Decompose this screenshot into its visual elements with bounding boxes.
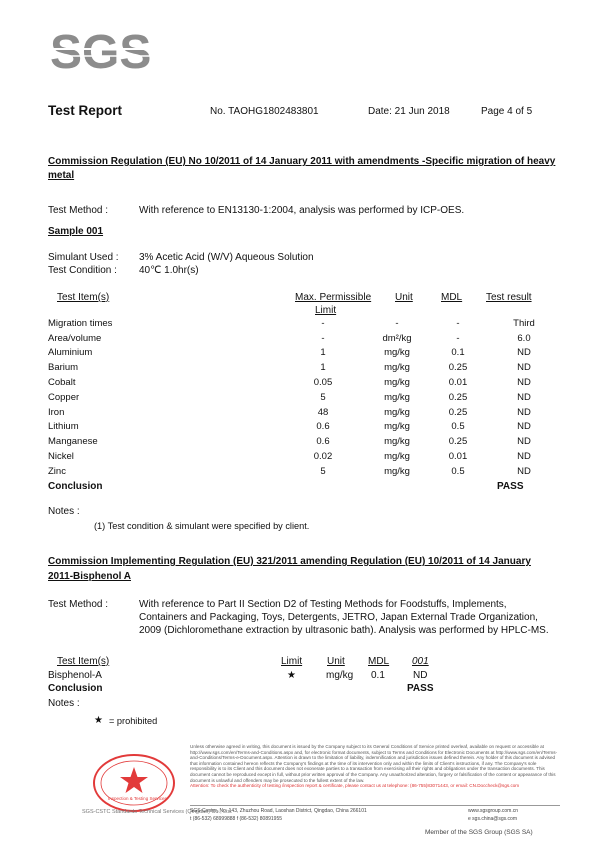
cell-result: ND (517, 421, 531, 433)
sample-title: Sample 001 (48, 226, 104, 237)
section1-method-label: Test Method : (48, 205, 109, 216)
company-seal (90, 752, 178, 814)
svg-text:SGS: SGS (50, 26, 152, 76)
cell-item: Iron (48, 406, 65, 418)
bpa-col-sample: 001 (412, 656, 429, 667)
condition-value: 40℃ 1.0hr(s) (139, 265, 199, 276)
cell-item: Cobalt (48, 377, 76, 389)
table-row (48, 331, 561, 346)
table-row (48, 390, 561, 405)
bpa-col-item: Test Item(s) (57, 656, 110, 667)
simulant-value: 3% Acetic Acid (W/V) Aqueous Solution (139, 252, 314, 263)
cell-mdl: 0.5 (451, 465, 465, 477)
footer-divider (190, 805, 560, 806)
cell-unit: mg/kg (384, 362, 410, 374)
cell-limit: 1 (320, 362, 326, 374)
terms-fine-print: Unless otherwise agreed in writing, this document is issued by the Company subject to its General Conditions of Service printed overleaf, available on request or accessible at http://www.sgs.com/en/Terms-and-Conditions.aspx and, for electronic format documents, subject to Terms and Conditions for Electronic Documents at http://www.sgs.com/en/Terms-and-Conditions/Terms-e-Document.aspx. Attention is drawn to the limitation of liability, indemnification and jurisdiction issues defined therein. Any holder of this document is advised that information contained hereon reflects the Company's findings at the time of its intervention only and within the limits of Client's instructions, if any. The Company's sole responsibility is to its Client and this document does not exonerate parties to a transaction from exercising all their rights and obligations under the transaction documents. This document cannot be reproduced except in full, without prior written approval of the Company. Any unauthorized alteration, forgery or falsification of the content or appearance of this document is unlawful and offenders may be prosecuted to the fullest extent of the law. Attention: To check the authenticity of testing /inspection report & certificate, please contact us at telephone: (86-755)83071443, or email: CN.Doccheck@sgs.com (190, 744, 558, 789)
col-mdl: MDL (441, 292, 463, 303)
cell-unit: mg/kg (384, 347, 410, 359)
section1-note: (1) Test condition & simulant were specified by client. (94, 521, 310, 531)
table-row (48, 420, 561, 435)
cell-unit: mg/kg (384, 465, 410, 477)
cell-mdl: 0.5 (451, 421, 465, 433)
section2-title-line2: 2011-Bisphenol A (48, 571, 131, 582)
cell-mdl: 0.25 (448, 362, 468, 374)
bpa-col-limit: Limit (281, 656, 303, 667)
company-email: e sgs.china@sgs.com (468, 816, 517, 822)
cell-mdl: 0.25 (448, 391, 468, 403)
condition-label: Test Condition : (48, 265, 117, 276)
cell-unit: mg/kg (384, 421, 410, 433)
cell-item: Nickel (48, 451, 74, 463)
company-phone: t (86-532) 68999888 f (86-532) 80891955 (190, 816, 283, 822)
section1-method-text: With reference to EN13130-1:2004, analysis was performed by ICP-OES. (139, 205, 465, 216)
cell-limit: 5 (320, 391, 326, 403)
cell-item: Manganese (48, 436, 98, 448)
cell-result: ND (517, 465, 531, 477)
report-number: No. TAOHG1802483801 (210, 106, 319, 117)
bpa-mdl: 0.1 (371, 670, 385, 681)
cell-result: ND (517, 362, 531, 374)
simulant-label: Simulant Used : (48, 252, 119, 263)
cell-mdl: - (456, 317, 460, 329)
cell-limit: 0.6 (316, 436, 330, 448)
report-title: Test Report (48, 103, 123, 118)
cell-limit: 5 (320, 465, 326, 477)
cell-limit: - (321, 332, 325, 344)
cell-item: Area/volume (48, 332, 102, 344)
cell-result: Third (513, 317, 535, 329)
cell-unit: mg/kg (384, 406, 410, 418)
col-test-item: Test Item(s) (57, 292, 110, 303)
table-row (48, 434, 561, 449)
table-row (48, 360, 561, 375)
cell-item: Lithium (48, 421, 79, 433)
cell-result: ND (517, 406, 531, 418)
report-date: Date: 21 Jun 2018 (368, 106, 450, 117)
member-text: Member of the SGS Group (SGS SA) (425, 829, 533, 836)
section1-conclusion-label: Conclusion (48, 481, 103, 492)
bpa-limit: ★ (287, 670, 296, 681)
cell-mdl: 0.1 (451, 347, 465, 359)
cell-unit: mg/kg (384, 377, 410, 389)
section1-conclusion-value: PASS (497, 481, 524, 492)
table-row (48, 316, 561, 331)
table-row (48, 405, 561, 420)
cell-unit: mg/kg (384, 391, 410, 403)
bpa-item: Bisphenol-A (48, 670, 102, 681)
cell-mdl: 0.25 (448, 436, 468, 448)
table-row (48, 464, 561, 479)
cell-unit: mg/kg (384, 451, 410, 463)
section2-conclusion-label: Conclusion (48, 683, 103, 694)
section2-notes-label: Notes : (48, 698, 80, 709)
prohibited-note: = prohibited (109, 716, 158, 726)
col-result: Test result (486, 292, 532, 303)
table-row (48, 375, 561, 390)
table-row (48, 449, 561, 464)
cell-limit: 0.6 (316, 421, 330, 433)
cell-result: ND (517, 391, 531, 403)
cell-unit: dm²/kg (382, 332, 412, 344)
bpa-result: ND (413, 670, 428, 681)
cell-result: 6.0 (517, 332, 531, 344)
cell-result: ND (517, 451, 531, 463)
cell-limit: - (321, 317, 325, 329)
cell-item: Zinc (48, 465, 66, 477)
cell-item: Barium (48, 362, 79, 374)
cell-result: ND (517, 377, 531, 389)
col-limit-line2: Limit (315, 305, 337, 316)
cell-item: Aluminium (48, 347, 93, 359)
cell-item: Migration times (48, 317, 113, 329)
col-limit: Max. Permissible (295, 292, 372, 303)
cell-mdl: - (456, 332, 460, 344)
bpa-col-unit: Unit (327, 656, 345, 667)
cell-limit: 1 (320, 347, 326, 359)
section2-method-line1: With reference to Part II Section D2 of Testing Methods for Foodstuffs, Implements, (139, 599, 507, 610)
section1-title-line2: metal (48, 170, 75, 181)
table-row (48, 346, 561, 361)
cell-limit: 0.05 (313, 377, 333, 389)
bpa-col-mdl: MDL (368, 656, 390, 667)
sgs-logo-icon (48, 22, 160, 76)
section1-title-line1: Commission Regulation (EU) No 10/2011 of 14 January 2011 with amendments -Specific migration of heavy (48, 156, 556, 167)
section2-method-line3: 2009 (Dichloromethane extraction by ultrasonic bath). Analysis was performed by HPLC-MS. (139, 625, 549, 636)
section2-method-line2: Containers and Packaging, Toys, Detergents, JETRO, Japan External Trade Organization, (139, 612, 538, 623)
seal-caption: SGS-CSTC Standards Technical Services (Qingdao) Co., Ltd. (82, 809, 233, 815)
col-unit: Unit (395, 292, 413, 303)
section2-title-line1: Commission Implementing Regulation (EU) 321/2011 amending Regulation (EU) 10/2011 of 14 January (48, 556, 531, 567)
section2-method-label: Test Method : (48, 599, 109, 610)
sgs-logo (48, 22, 160, 76)
page-number: Page 4 of 5 (481, 106, 533, 117)
authenticity-notice: Attention: To check the authenticity of testing /inspection report & certificate, please contact us at telephone: (86-755)83071443, or email: CN.Doccheck@sgs.com (190, 783, 520, 789)
company-address: SGS Center, No. 143, Zhuzhou Road, Laoshan District, Qingdao, China 266101 (190, 808, 367, 814)
cell-result: ND (517, 436, 531, 448)
cell-mdl: 0.25 (448, 406, 468, 418)
seal-inner-text: Inspection & Testing Services (108, 796, 167, 801)
cell-result: ND (517, 347, 531, 359)
star-icon: ★ (94, 715, 103, 726)
section2-conclusion-value: PASS (407, 683, 434, 694)
cell-item: Copper (48, 391, 80, 403)
cell-unit: - (395, 317, 399, 329)
cell-mdl: 0.01 (448, 377, 468, 389)
section1-notes-label: Notes : (48, 506, 80, 517)
cell-limit: 48 (317, 406, 329, 418)
heavy-metal-table (48, 316, 561, 479)
cell-mdl: 0.01 (448, 451, 468, 463)
company-web: www.sgsgroup.com.cn (468, 808, 519, 814)
cell-limit: 0.02 (313, 451, 333, 463)
bpa-unit: mg/kg (326, 670, 354, 681)
cell-unit: mg/kg (384, 436, 410, 448)
